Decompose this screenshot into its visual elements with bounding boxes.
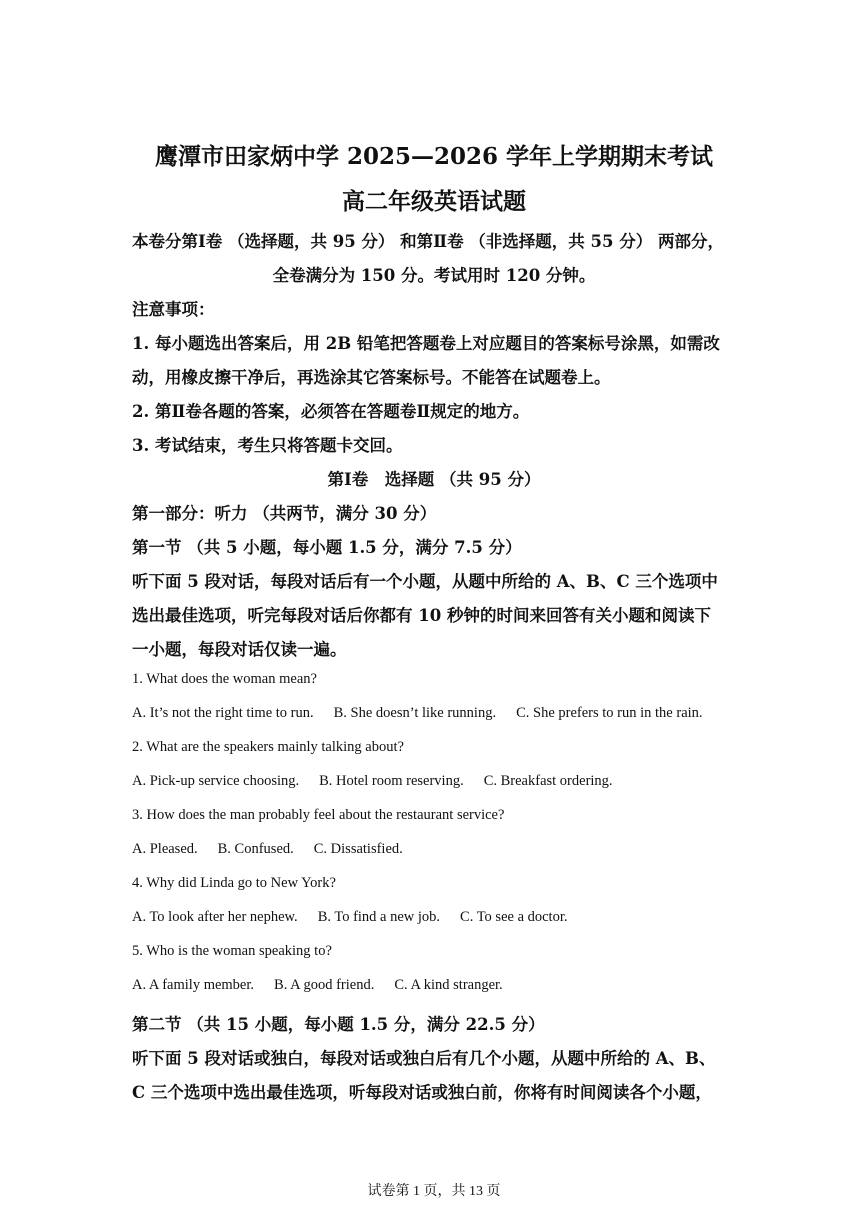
option-b: B. To find a new job.	[317, 909, 441, 925]
option-a: A. Pick-up service choosing.	[132, 773, 300, 789]
option-b: B. Hotel room reserving.	[319, 773, 464, 789]
option-a: A. To look after her nephew.	[132, 909, 298, 925]
note-item2: 2. 第Ⅱ卷各题的答案，必须答在答题卷Ⅱ规定的地方。	[132, 402, 530, 421]
option-c: C. A kind stranger.	[394, 977, 503, 993]
question-1-options	[132, 705, 703, 722]
option-c: C. She prefers to run in the rain.	[516, 705, 703, 721]
part1-heading: 第一部分：听力 （共两节，满分 30 分）	[132, 504, 437, 523]
option-b: B. A good friend.	[274, 977, 375, 993]
question-4-options	[132, 909, 568, 926]
option-c: C. To see a doctor.	[460, 909, 568, 925]
question-3: 3. How does the man probably feel about the restaurant service?	[132, 807, 505, 823]
section1-instruction-line: 一小题，每段对话仅读一遍。	[132, 640, 347, 659]
question-3-options	[132, 841, 403, 858]
note-item3: 3. 考试结束，考生只将答题卡交回。	[132, 436, 403, 455]
option-b: B. She doesn’t like running.	[333, 705, 497, 721]
question-5: 5. Who is the woman speaking to?	[132, 943, 332, 959]
note-item1-line2: 动，用橡皮擦干净后，再选涂其它答案标号。不能答在试题卷上。	[132, 368, 611, 387]
note-item1-line1: 1. 每小题选出答案后，用 2B 铅笔把答题卷上对应题目的答案标号涂黑，如需改	[132, 334, 720, 353]
option-a: A. Pleased.	[132, 841, 198, 857]
section2-instruction-line: 听下面 5 段对话或独白，每段对话或独白后有几个小题，从题中所给的 A、B、	[132, 1049, 716, 1068]
option-c: C. Dissatisfied.	[313, 841, 403, 857]
option-b: B. Confused.	[217, 841, 294, 857]
question-2: 2. What are the speakers mainly talking about?	[132, 739, 404, 755]
question-4: 4. Why did Linda go to New York?	[132, 875, 336, 891]
option-a: A. It’s not the right time to run.	[132, 705, 314, 721]
volume1-heading: 第Ⅰ卷 选择题 （共 95 分）	[327, 470, 541, 489]
section1-instruction-line: 听下面 5 段对话，每段对话后有一个小题，从题中所给的 A、B、C 三个选项中	[132, 572, 718, 591]
section1-heading: 第一节 （共 5 小题，每小题 1.5 分，满分 7.5 分）	[132, 538, 522, 557]
intro-line2: 全卷满分为 150 分。考试用时 120 分钟。	[272, 266, 596, 285]
exam-title-line2: 高二年级英语试题	[342, 188, 526, 215]
section2-heading: 第二节 （共 15 小题，每小题 1.5 分，满分 22.5 分）	[132, 1015, 545, 1034]
question-2-options	[132, 773, 613, 790]
page-footer: 试卷第 1 页，共 13 页	[367, 1184, 501, 1199]
question-5-options	[132, 977, 503, 994]
intro-line1: 本卷分第Ⅰ卷 （选择题，共 95 分） 和第Ⅱ卷 （非选择题，共 55 分） 两部分，	[132, 232, 725, 251]
section1-instruction-line: 选出最佳选项，听完每段对话后你都有 10 秒钟的时间来回答有关小题和阅读下	[132, 606, 711, 625]
notes-heading: 注意事项：	[132, 300, 215, 319]
option-a: A. A family member.	[132, 977, 255, 993]
section2-instruction-line: C 三个选项中选出最佳选项，听每段对话或独白前，你将有时间阅读各个小题，	[132, 1083, 712, 1102]
question-1: 1. What does the woman mean?	[132, 671, 317, 687]
exam-title-line1: 鹰潭市田家炳中学 2025—2026 学年上学期期末考试	[154, 143, 714, 170]
option-c: C. Breakfast ordering.	[483, 773, 613, 789]
